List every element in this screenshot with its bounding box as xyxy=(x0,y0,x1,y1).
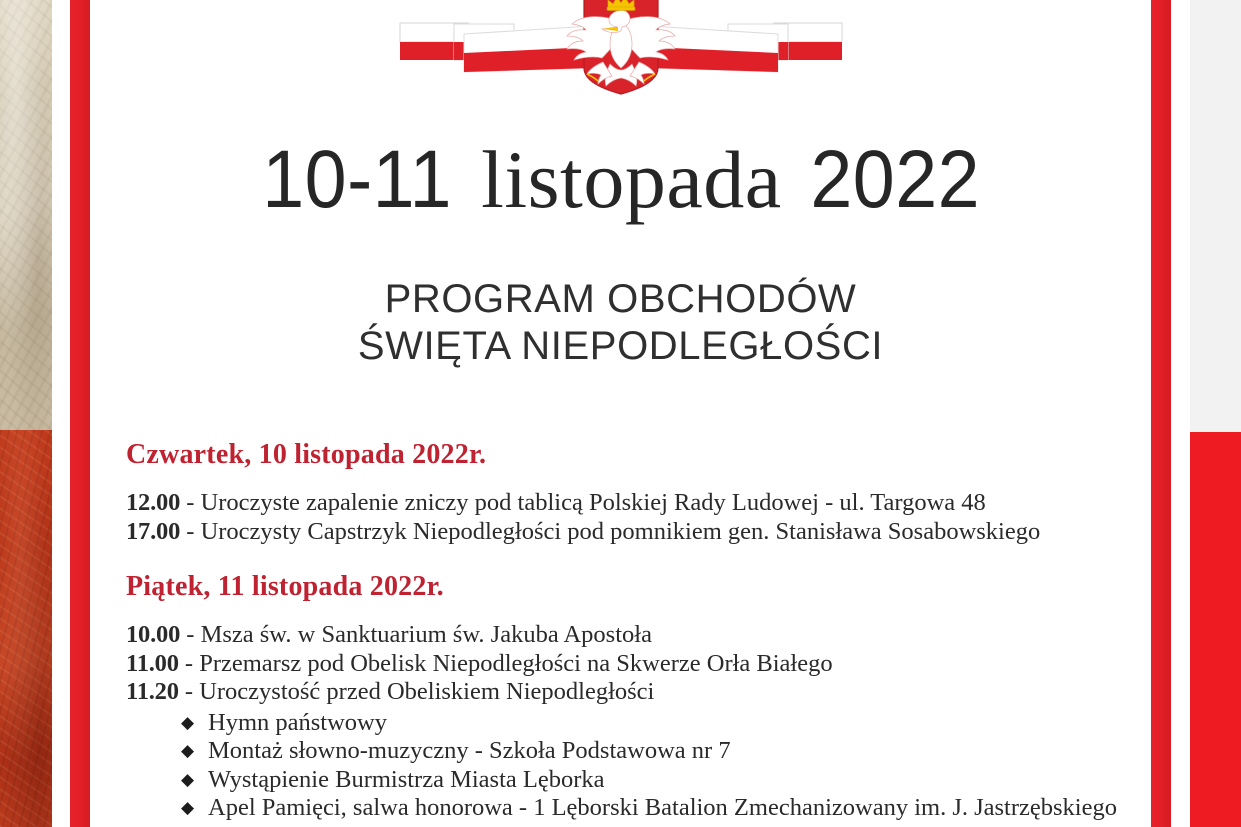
sub-event-list xyxy=(126,709,1126,823)
entry-text: Przemarsz pod Obelisk Niepodległości na Skwerze Orła Białego xyxy=(199,649,833,677)
schedule-entry xyxy=(126,650,1126,679)
entry-text: Uroczystość przed Obeliskiem Niepodległości xyxy=(199,678,655,705)
day-heading: Czwartek, 10 listopada 2022r. xyxy=(126,439,487,470)
diamond-bullet-icon: ◆ xyxy=(181,712,195,732)
entry-dash: - xyxy=(186,489,195,516)
list-item-label: Hymn państwowy xyxy=(208,708,387,736)
page-title xyxy=(0,134,1241,225)
entry-time: 11.00 xyxy=(126,649,179,677)
left-red-vertical-rule xyxy=(70,0,90,827)
title-month: listopada xyxy=(481,134,782,225)
list-item-label: Apel Pamięci, salwa honorowa - 1 Lęborski Batalion Zmechanizowany im. J. Jastrzębskiego xyxy=(208,794,1117,821)
list-item xyxy=(126,737,1126,766)
polish-eagle-emblem-icon xyxy=(396,0,846,100)
diamond-bullet-icon: ◆ xyxy=(181,798,195,817)
program-schedule xyxy=(126,438,1126,823)
entry-time: 11.20 xyxy=(126,678,179,705)
subtitle-line-1: PROGRAM OBCHODÓW xyxy=(384,277,857,321)
day-block-thursday xyxy=(126,438,1126,546)
schedule-entry xyxy=(126,678,1126,707)
subtitle-line-2: ŚWIĘTA NIEPODLEGŁOŚCI xyxy=(357,324,884,368)
entry-dash: - xyxy=(186,621,195,648)
entry-time: 10.00 xyxy=(126,621,181,648)
entry-text: Uroczyste zapalenie zniczy pod tablicą Polskiej Rady Ludowej - ul. Targowa 48 xyxy=(200,489,986,516)
day-heading: Piątek, 11 listopada 2022r. xyxy=(126,571,444,602)
right-flag-red-band xyxy=(1190,432,1241,827)
diamond-bullet-icon: ◆ xyxy=(181,769,195,789)
entry-dash: - xyxy=(186,517,195,545)
list-item xyxy=(126,709,1126,738)
title-year: 2022 xyxy=(810,134,980,225)
list-item xyxy=(126,794,1126,823)
left-textured-flag-strip xyxy=(0,0,52,827)
title-date-range: 10-11 xyxy=(262,134,452,225)
schedule-entry xyxy=(126,489,1126,518)
schedule-entry xyxy=(126,621,1126,650)
page-subtitle xyxy=(0,276,1241,370)
list-item-label: Montaż słowno-muzyczny - Szkoła Podstawowa nr 7 xyxy=(208,737,731,764)
entry-time: 12.00 xyxy=(126,489,181,516)
entry-text: Uroczysty Capstrzyk Niepodległości pod pomnikiem gen. Stanisława Sosabowskiego xyxy=(200,517,1041,545)
entry-text: Msza św. w Sanktuarium św. Jakuba Apostoła xyxy=(200,621,652,648)
entry-dash: - xyxy=(184,678,194,705)
entry-time: 17.00 xyxy=(126,517,181,545)
diamond-bullet-icon: ◆ xyxy=(181,741,195,760)
right-flag-panel xyxy=(1190,0,1241,827)
schedule-entry xyxy=(126,518,1126,547)
right-red-vertical-rule xyxy=(1151,0,1171,827)
entry-dash: - xyxy=(184,649,194,677)
left-flag-red-band xyxy=(0,430,52,827)
day-block-friday xyxy=(126,570,1126,823)
list-item xyxy=(126,766,1126,795)
list-item-label: Wystąpienie Burmistrza Miasta Lęborka xyxy=(208,765,605,793)
